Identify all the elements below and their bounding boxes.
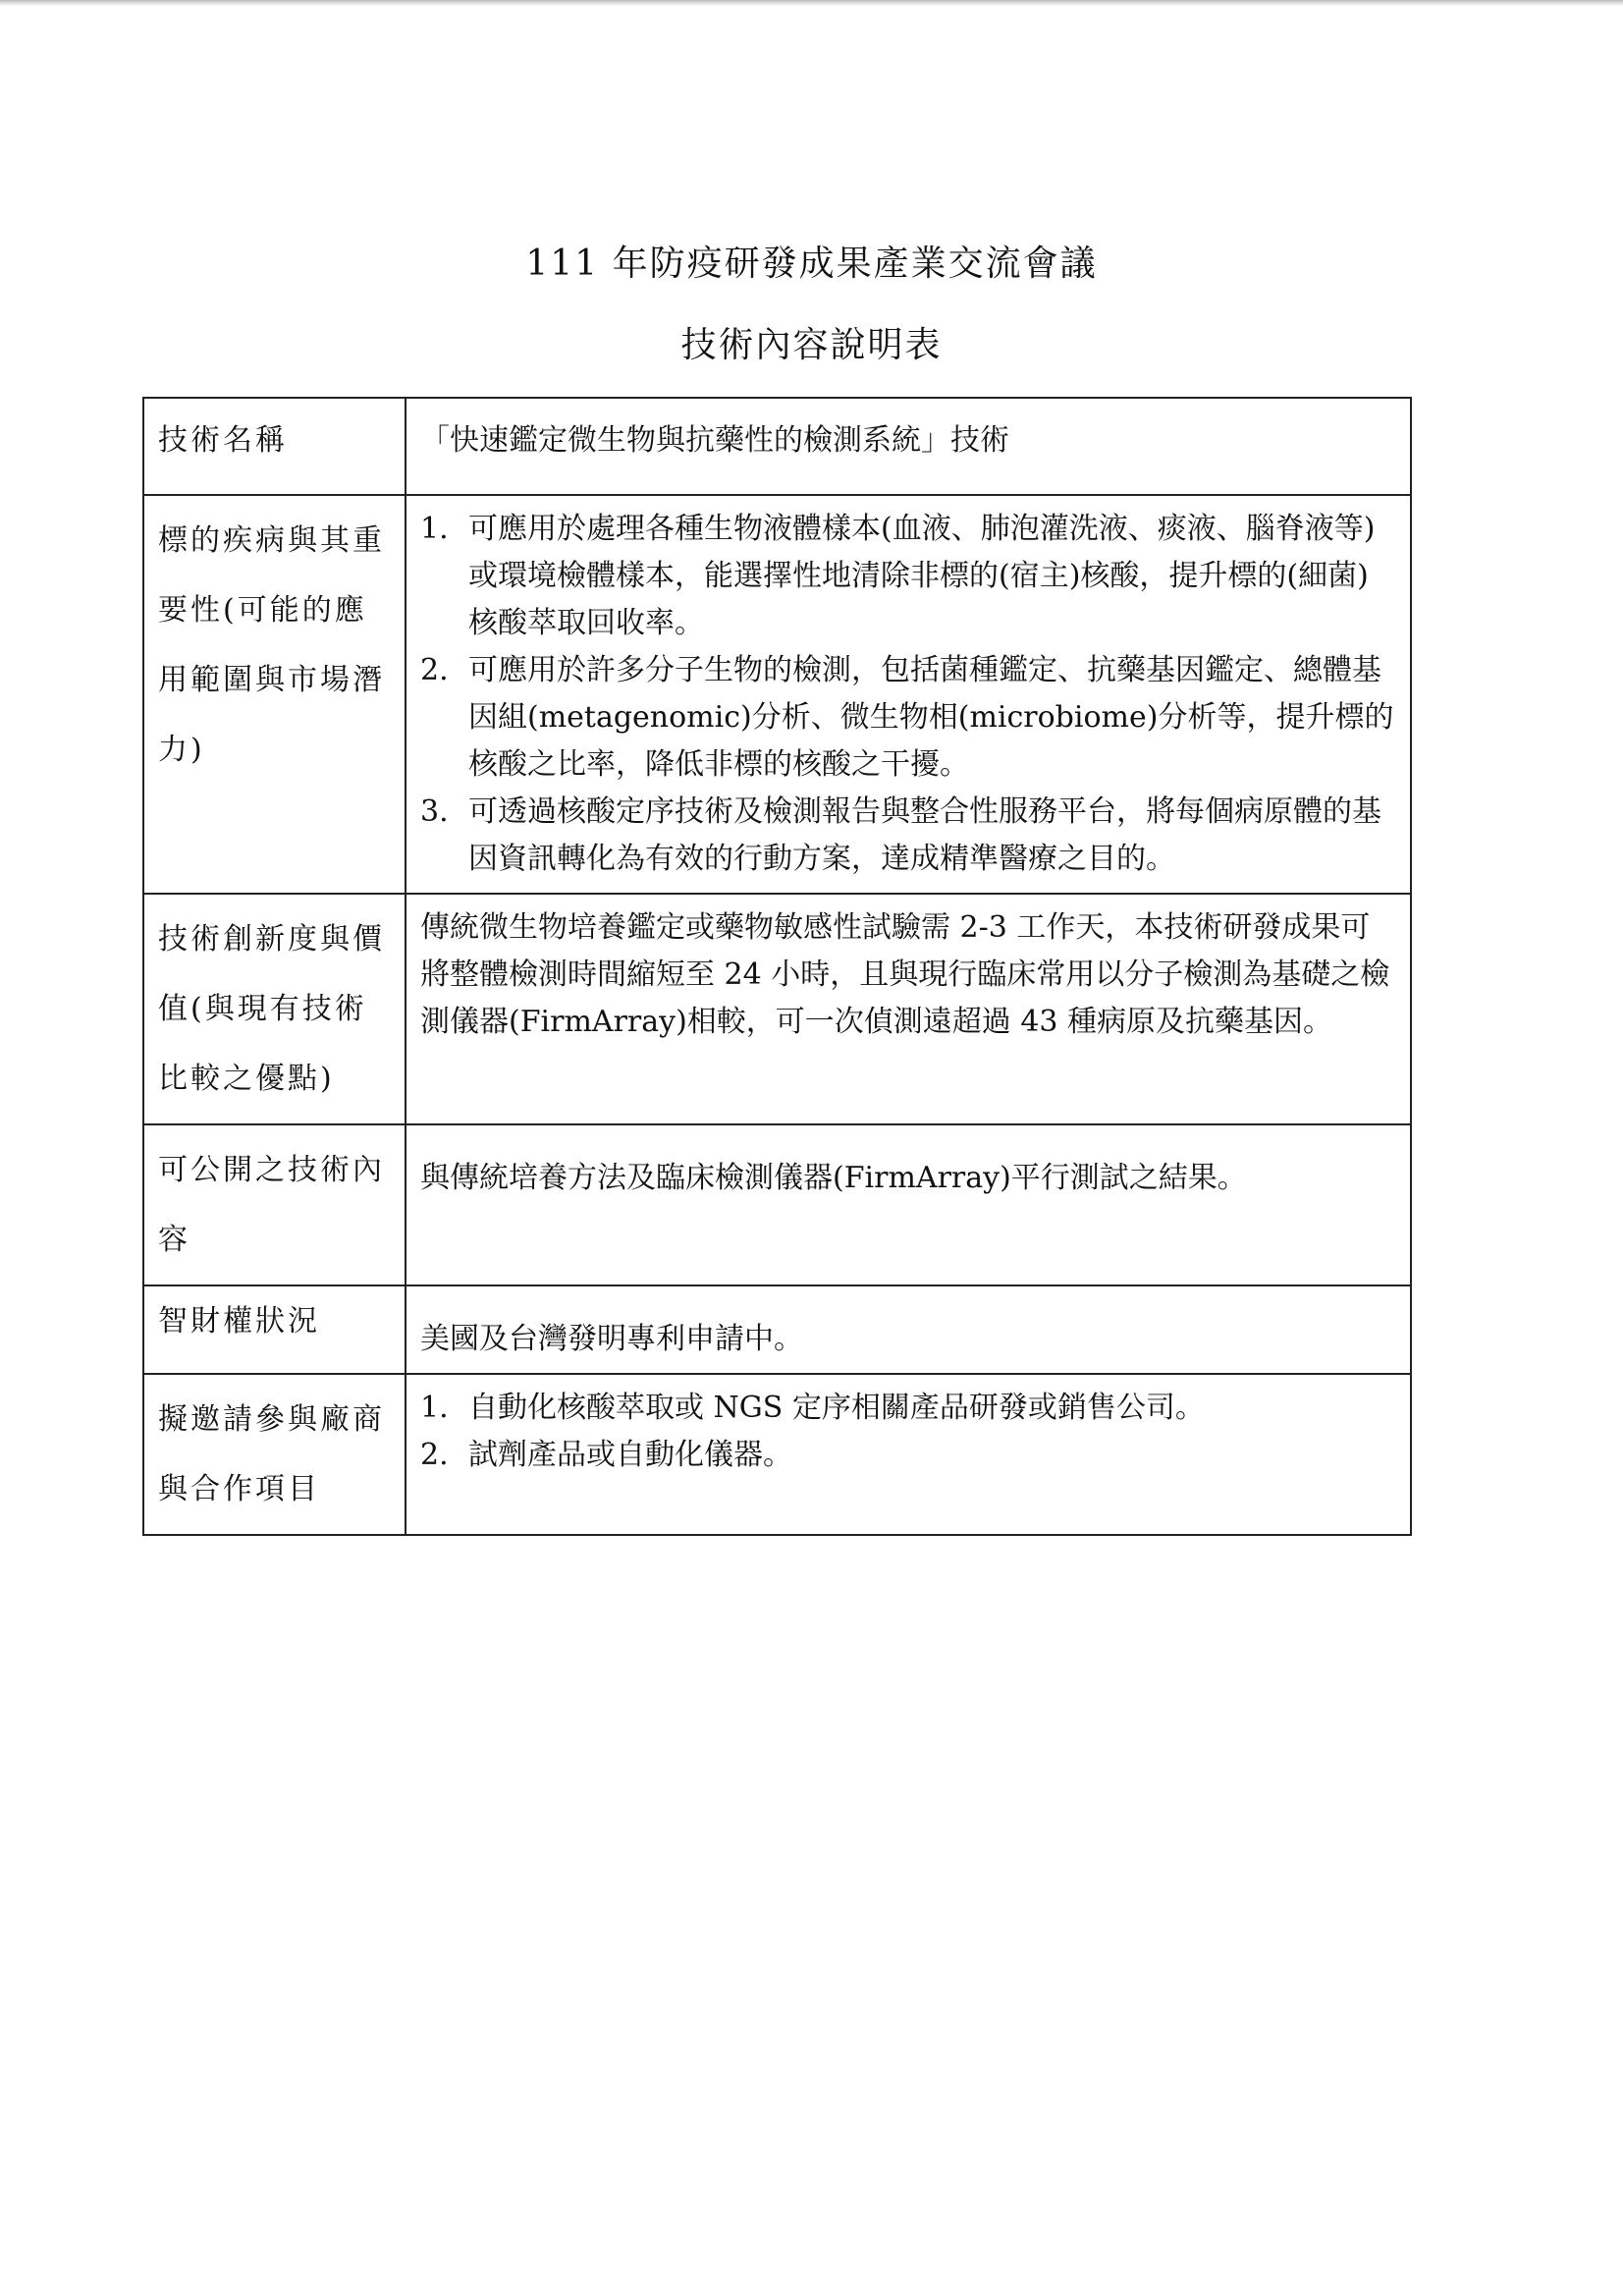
list-item-number: 1. — [420, 1391, 449, 1425]
list-item-number: 2. — [420, 1438, 449, 1472]
ip-status-text: 美國及台灣發明專利申請中。 — [420, 1322, 803, 1356]
list-item-text: 可應用於許多分子生物的檢測，包括菌種鑑定、抗藥基因鑑定、總體基因組(metagenomic)分析、微生物相(microbiome)分析等，提升標的核酸之比率，降低非標的核酸之干擾。 — [468, 653, 1394, 782]
technology-info-table — [142, 397, 1412, 1536]
row-value-public-content — [406, 1124, 1411, 1285]
list-item-text: 可應用於處理各種生物液體樣本(血液、肺泡灌洗液、痰液、腦脊液等)或環境檢體樣本，能選擇性地清除非標的(宿主)核酸，提升標的(細菌)核酸萃取回收率。 — [468, 512, 1376, 640]
list-item-text: 可透過核酸定序技術及檢測報告與整合性服務平台，將每個病原體的基因資訊轉化為有效的行動方案，達成精準醫療之目的。 — [468, 794, 1381, 876]
row-label-public-content: 可公開之技術內容 — [143, 1124, 406, 1285]
row-label-innovation: 技術創新度與價值(與現有技術比較之優點) — [143, 894, 406, 1124]
list-item-text: 試劑產品或自動化儀器。 — [468, 1438, 792, 1472]
list-item — [420, 647, 1396, 789]
list-item-number: 2. — [420, 653, 449, 687]
document-subtitle: 技術內容說明表 — [680, 325, 943, 365]
public-content-text: 與傳統培養方法及臨床檢測儀器(FirmArray)平行測試之結果。 — [420, 1161, 1247, 1195]
row-value-innovation — [406, 894, 1411, 1124]
row-value-target-disease — [406, 495, 1411, 894]
list-item — [420, 506, 1396, 647]
list-item — [420, 1432, 1396, 1479]
table-row-target-disease — [143, 495, 1411, 894]
scan-edge-shadow — [0, 0, 1623, 6]
list-item — [420, 1385, 1396, 1432]
row-label-ip-status: 智財權狀況 — [143, 1285, 406, 1374]
row-value-technology-name — [406, 398, 1411, 495]
row-label-technology-name: 技術名稱 — [143, 398, 406, 495]
row-label-target-disease: 標的疾病與其重要性(可能的應用範圍與市場潛力) — [143, 495, 406, 894]
table-row-technology-name — [143, 398, 1411, 495]
row-label-partners: 擬邀請參與廠商與合作項目 — [143, 1374, 406, 1535]
partners-list — [420, 1385, 1396, 1479]
list-item-number: 1. — [420, 512, 449, 546]
list-item-text: 自動化核酸萃取或 NGS 定序相關產品研發或銷售公司。 — [468, 1391, 1205, 1425]
technology-name-text: 「快速鑑定微生物與抗藥性的檢測系統」技術 — [420, 423, 1009, 458]
row-value-ip-status — [406, 1285, 1411, 1374]
innovation-text: 傳統微生物培養鑑定或藥物敏感性試驗需 2-3 工作天，本技術研發成果可將整體檢測時間縮短至 24 小時，且與現行臨床常用以分子檢測為基礎之檢測儀器(FirmArray)相較，可一次偵測遠超過 43 種病原及抗藥基因。 — [420, 910, 1390, 1039]
table-row-innovation — [143, 894, 1411, 1124]
table-row-partners — [143, 1374, 1411, 1535]
table-row-public-content — [143, 1124, 1411, 1285]
document-title: 111 年防疫研發成果產業交流會議 — [525, 244, 1098, 284]
list-item-number: 3. — [420, 794, 449, 829]
row-value-partners — [406, 1374, 1411, 1535]
list-item — [420, 789, 1396, 883]
target-disease-list — [420, 506, 1396, 883]
table-row-ip-status — [143, 1285, 1411, 1374]
